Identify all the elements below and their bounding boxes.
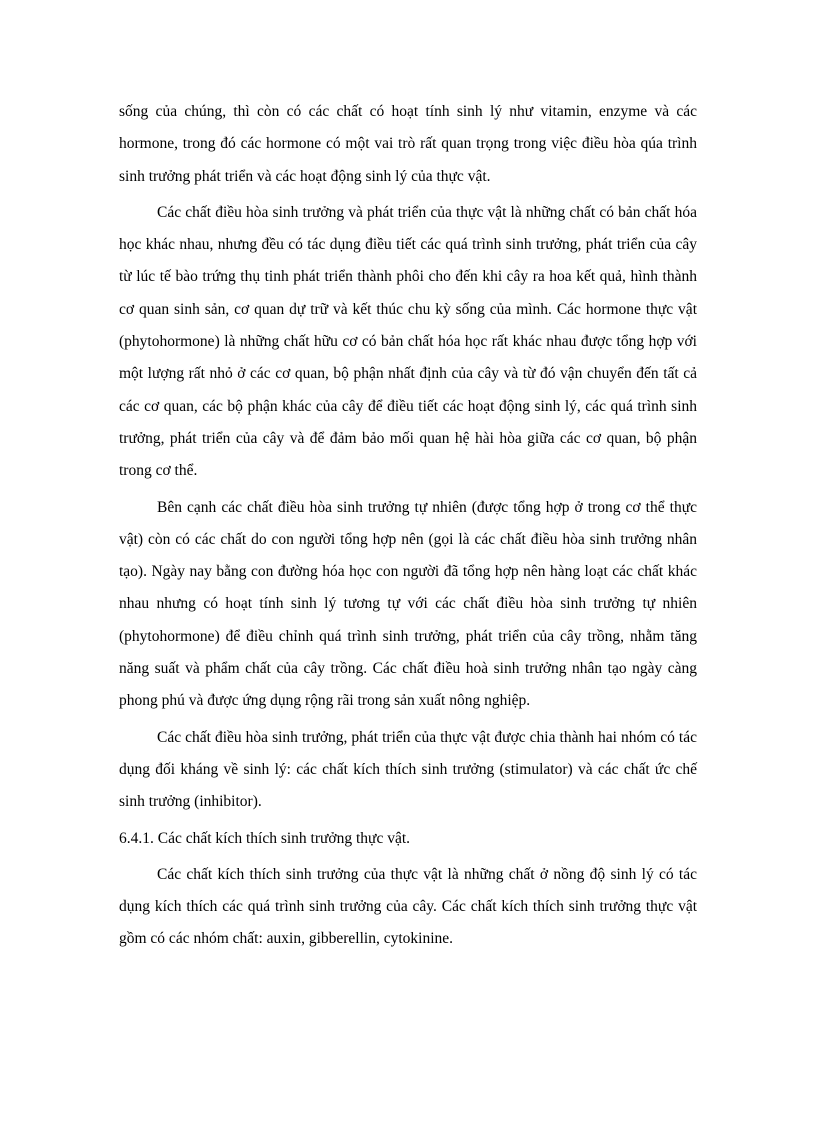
paragraph-two-groups: Các chất điều hòa sinh trưởng, phát triển của thực vật được chia thành hai nhóm có tác dụng đối kháng về sinh lý: các chất kích thích sinh trưởng (stimulator) và các chất ức chế sinh trưởng (inhibitor). [119,728,697,811]
paragraph-growth-regulators: Các chất điều hòa sinh trưởng và phát triển của thực vật là những chất có bản chất hóa học khác nhau, nhưng đều có tác dụng điều tiết các quá trình sinh trưởng, phát triển của cây từ lúc tế bào trứng thụ tinh phát triển thành phôi cho đến khi cây ra hoa kết quả, hình thành cơ quan sinh sản, cơ quan dự trữ và kết thúc chu kỳ sống của mình. Các hormone thực vật (phytohormone) là những chất hữu cơ có bản chất hóa học rất khác nhau được tổng hợp với một lượng rất nhỏ ở các cơ quan, bộ phận nhất định của cây và từ đó vận chuyển đến tất cả các cơ quan, các bộ phận khác của cây để điều tiết các hoạt động sinh lý, các quá trình sinh trưởng, phát triển của cây và để đảm bảo mối quan hệ hài hòa giữa các cơ quan, bộ phận trong cơ thể. [119,203,697,480]
section-heading: 6.4.1. Các chất kích thích sinh trưởng thực vật. [119,829,411,847]
paragraph-stimulators: Các chất kích thích sinh trưởng của thực vật là những chất ở nồng độ sinh lý có tác dụng kích thích các quá trình sinh trưởng của cây. Các chất kích thích sinh trưởng thực vật gồm có các nhóm chất: auxin, gibberellin, cytokinine. [119,865,697,948]
paragraph-synthetic-regulators: Bên cạnh các chất điều hòa sinh trưởng tự nhiên (được tổng hợp ở trong cơ thể thực vật) còn có các chất do con người tổng hợp nên (gọi là các chất điều hòa sinh trưởng nhân tạo). Ngày nay bằng con đường hóa học con người đã tổng hợp nên hàng loạt các chất khác nhau nhưng có hoạt tính sinh lý tương tự với các chất điều hòa sinh trưởng tự nhiên (phytohormone) để điều chỉnh quá trình sinh trưởng, phát triển của cây trồng, nhằm tăng năng suất và phẩm chất của cây trồng. Các chất điều hoà sinh trưởng nhân tạo ngày càng phong phú và được ứng dụng rộng rãi trong sản xuất nông nghiệp. [119,498,697,710]
document-body [119,96,697,956]
paragraph-continued: sống của chúng, thì còn có các chất có hoạt tính sinh lý như vitamin, enzyme và các hormone, trong đó các hormone có một vai trò rất quan trọng trong việc điều hòa qúa trình sinh trưởng phát triển và các hoạt động sinh lý của thực vật. [119,103,697,185]
